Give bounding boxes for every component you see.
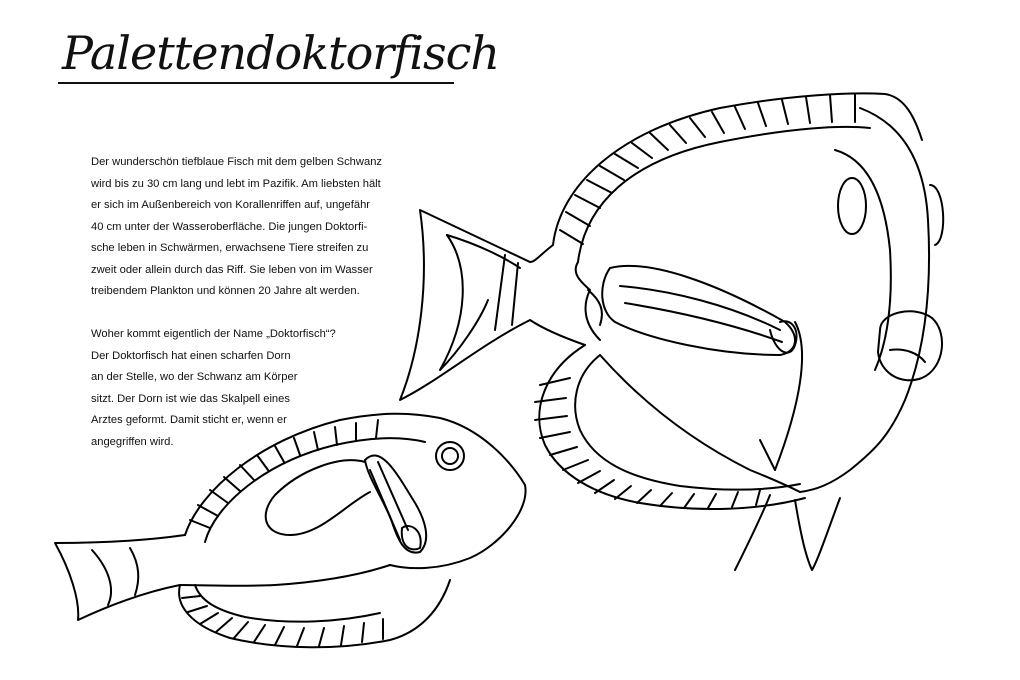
small-fish-tail (55, 535, 185, 620)
small-fish-anal-fin (179, 580, 450, 647)
paragraph2-line: angegriffen wird. (91, 435, 174, 448)
paragraph2-line: sitzt. Der Dorn ist wie das Skalpell eines (91, 392, 290, 405)
paragraph2-line: Woher kommt eigentlich der Name „Doktorfisch“? (91, 328, 336, 340)
small-fish-dorsal-stripes (190, 420, 378, 528)
large-fish-belly (600, 355, 800, 492)
large-fish-dorsal-stripes (560, 94, 855, 244)
paragraph1-line: treibendem Plankton und können 20 Jahre alt werden. (91, 285, 360, 297)
large-fish-dorsal-fin (553, 93, 922, 245)
paragraph2-line: an der Stelle, wo der Schwanz am Körper (91, 371, 298, 383)
large-fish-drawing (400, 93, 943, 570)
large-fish-eye (838, 178, 866, 234)
paragraph1-line: sche leben in Schwärmen, erwachsene Tiere streifen zu (91, 242, 369, 254)
paragraph2-line: Der Doktorfisch hat einen scharfen Dorn (91, 349, 291, 362)
paragraph1-line: 40 cm unter der Wasseroberfläche. Die jungen Doktorfi- (91, 220, 368, 233)
large-fish-anal-stripes (535, 378, 760, 508)
large-fish-pelvic-fin (735, 495, 840, 570)
paragraph1-line: wird bis zu 30 cm lang und lebt im Pazifik. Am liebsten hält (91, 177, 381, 190)
small-fish-drawing (55, 414, 526, 648)
small-fish-body-pattern (266, 460, 370, 535)
paragraph1-line: Der wunderschön tiefblaue Fisch mit dem gelben Schwanz (91, 156, 383, 168)
paragraph2-line: Arztes geformt. Damit sticht er, wenn er (91, 414, 287, 426)
small-fish-belly (180, 565, 390, 586)
paragraph1-line: er sich im Außenbereich von Korallenriffen auf, ungefähr (91, 199, 371, 211)
small-fish-eye (436, 442, 464, 470)
large-fish-head (800, 108, 929, 492)
large-fish-gill (930, 185, 943, 245)
large-fish-pectoral-fin (602, 266, 795, 355)
paragraph1-line: zweit oder allein durch das Riff. Sie leben von im Wasser (91, 263, 373, 276)
page-title: Palettendoktorfisch (62, 26, 499, 80)
large-fish-tail (400, 210, 585, 400)
